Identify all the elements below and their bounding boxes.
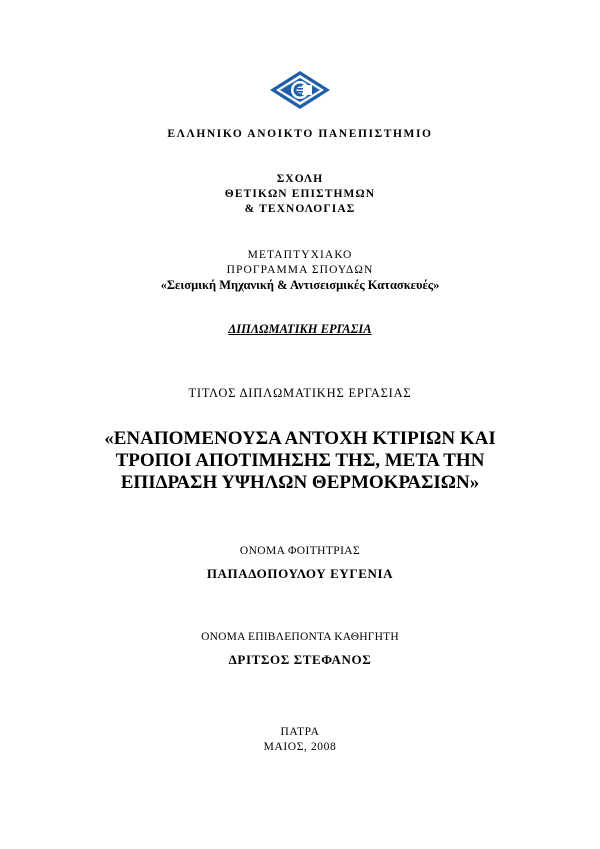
place-date-block <box>0 725 600 755</box>
thesis-type: ΔΙΠΛΩΜΑΤΙΚΗ ΕΡΓΑΣΙΑ <box>228 322 372 336</box>
title-line: «ΕΝΑΠΟΜΕΝΟΥΣΑ ΑΝΤΟΧΗ ΚΤΙΡΙΩΝ ΚΑΙ <box>104 428 496 449</box>
school-line: ΘΕΤΙΚΩΝ ΕΠΙΣΤΗΜΩΝ <box>224 188 376 200</box>
supervisor-label: ΟΝΟΜΑ ΕΠΙΒΛΕΠΟΝΤΑ ΚΑΘΗΓΗΤΗ <box>201 631 399 643</box>
university-logo-icon <box>269 70 331 110</box>
program-block <box>0 248 600 293</box>
title-line: ΕΠΙΔΡΑΣΗ ΥΨΗΛΩΝ ΘΕΡΜΟΚΡΑΣΙΩΝ» <box>120 472 480 493</box>
title-label: ΤΙΤΛΟΣ ΔΙΠΛΩΜΑΤΙΚΗΣ ΕΡΓΑΣΙΑΣ <box>188 386 412 400</box>
school-block <box>0 172 600 217</box>
student-name: ΠΑΠΑΔΟΠΟΥΛΟΥ ΕΥΓΕΝΙΑ <box>206 566 394 581</box>
school-line: & ΤΕΧΝΟΛΟΓΙΑΣ <box>244 203 356 215</box>
university-name: ΕΛΛΗΝΙΚΟ ΑΝΟΙΚΤΟ ΠΑΝΕΠΙΣΤΗΜΙΟ <box>167 128 433 140</box>
student-label: ΟΝΟΜΑ ΦΟΙΤΗΤΡΙΑΣ <box>239 545 361 557</box>
program-line: ΜΕΤΑΠΤΥΧΙΑΚΟ <box>247 249 353 261</box>
program-line: ΠΡΟΓΡΑΜΜΑ ΣΠΟΥΔΩΝ <box>226 264 374 276</box>
date: ΜΑΙΟΣ, 2008 <box>263 741 337 753</box>
thesis-title <box>0 428 600 494</box>
supervisor-name: ΔΡΙΤΣΟΣ ΣΤΕΦΑΝΟΣ <box>228 652 372 667</box>
city: ΠΑΤΡΑ <box>280 726 320 738</box>
school-line: ΣΧΟΛΗ <box>276 173 324 185</box>
program-specialization: «Σεισμική Μηχανική & Αντισεισμικές Κατασκευές» <box>160 278 440 292</box>
title-line: ΤΡΟΠΟΙ ΑΠΟΤΙΜΗΣΗΣ ΤΗΣ, ΜΕΤΑ ΤΗΝ <box>115 450 485 471</box>
